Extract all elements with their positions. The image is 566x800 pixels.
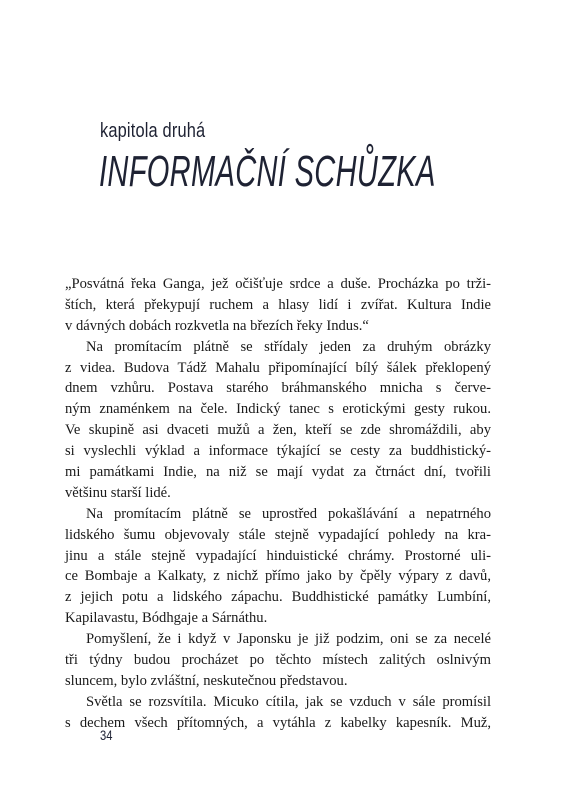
text-line: „Posvátná řeka Ganga, jež očišťuje srdce a duše. Procházka po trži- (65, 276, 491, 292)
text-line: tři týdny budou procházet po těchto místech zalitých oslnivým (65, 652, 491, 669)
text-line: Světla se rozsvítila. Micuko cítila, jak se vzduch v sále promísil (86, 693, 491, 710)
text-line: sluncem, bylo zvláštní, neskutečnou představou. (65, 672, 348, 689)
chapter-title: INFORMAČNÍ SCHŮZKA (99, 147, 436, 196)
text-line: s dechem všech přítomných, a vytáhla z kabelky kapesník. Muž, (65, 714, 491, 731)
text-line: ce Bombaje a Kalkaty, z nichž přímo jako by čpěly výpary z davů, (65, 568, 491, 585)
page-number: 34 (100, 727, 113, 743)
text-line: v dávných dobách rozkvetla na březích řeky Indus.“ (65, 317, 369, 334)
body-text (65, 274, 491, 734)
text-line: si vyslechli výklad a informace týkající se cesty za buddhistický- (65, 443, 491, 460)
text-line: Na promítacím plátně se uprostřed pokašlávání a nepatrného (86, 505, 491, 522)
text-line: Kapilavastu, Bódhgaje a Sárnáthu. (65, 610, 268, 627)
text-line: z jejich potu a lidského zápachu. Buddhistické památky Lumbíní, (65, 589, 491, 606)
text-line: většinu starší lidé. (65, 484, 171, 501)
text-line: lidského šumu objevovaly stále stejně vypadající pohledy na kra- (65, 526, 491, 543)
text-line: ným znaménkem na čele. Indický tanec s erotickými gesty rukou. (65, 401, 491, 418)
text-line: jinu a stále stejně vypadající hinduistické chrámy. Prostorné uli- (65, 547, 491, 564)
text-line: mi památkami Indie, na niž se mají vydat za čtrnáct dní, tvořili (65, 464, 491, 481)
text-line: Na promítacím plátně se střídaly jeden za druhým obrázky (86, 338, 491, 355)
chapter-label: kapitola druhá (100, 120, 206, 142)
text-line: štích, která překypují ruchem a hlasy lidí i zvířat. Kultura Indie (65, 296, 491, 313)
text-line: Ve skupině asi dvaceti mužů a žen, kteří se zde shromáždili, aby (65, 422, 491, 439)
text-line: dnem vzhůru. Postava starého bráhmanského mnicha s červe- (65, 380, 491, 397)
text-line: z videa. Budova Tádž Mahalu připomínající bílý šálek překlopený (65, 359, 491, 376)
text-line: Pomyšlení, že i když v Japonsku je již podzim, oni se za necelé (86, 631, 491, 648)
